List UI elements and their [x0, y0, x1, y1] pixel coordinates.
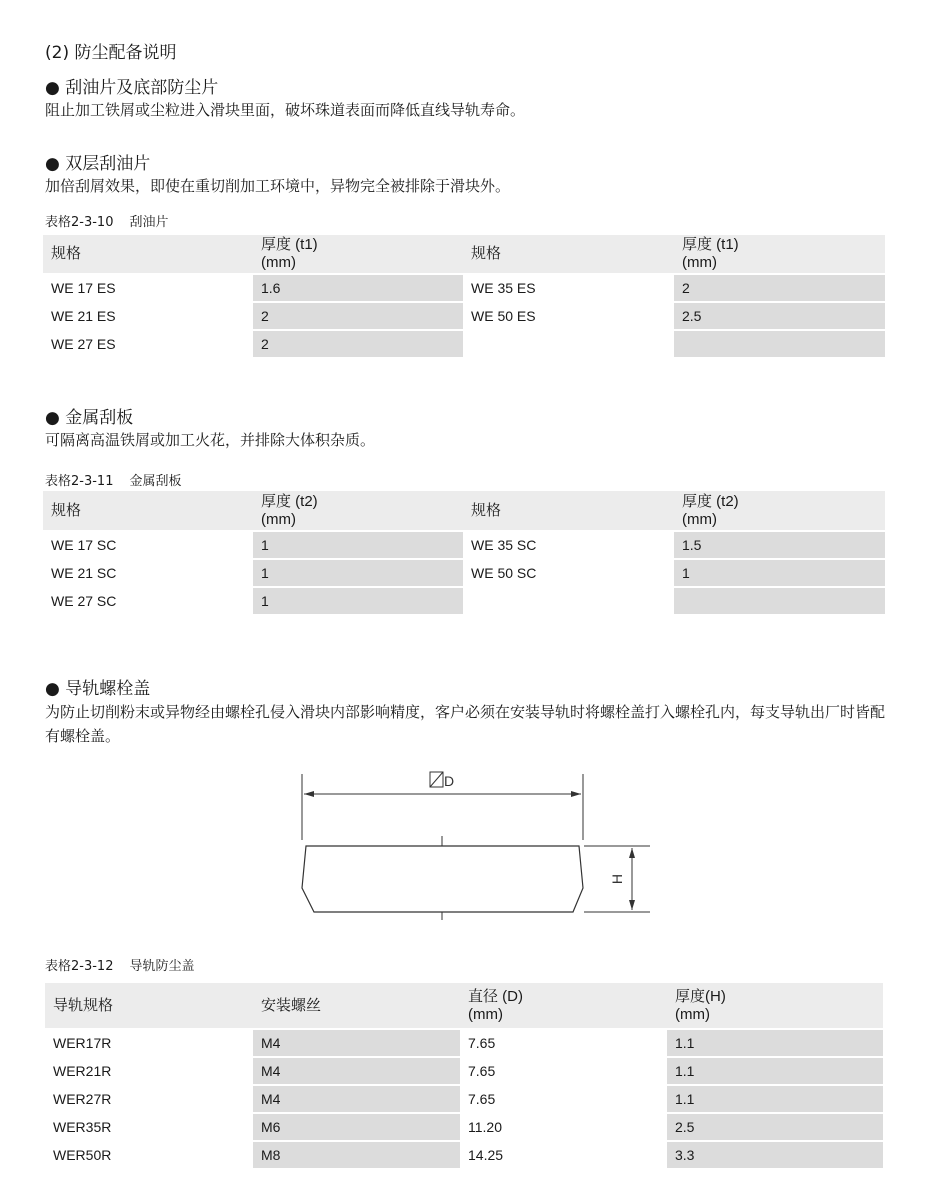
table-row — [45, 1142, 883, 1170]
header-cell-line: 厚度 (t2) — [261, 492, 318, 510]
header-cell — [43, 235, 253, 275]
table-row — [43, 275, 885, 303]
table-cell: WER27R — [45, 1086, 253, 1114]
arrow-right-icon — [571, 791, 581, 797]
table2-caption-no: 表格2-3-11 — [45, 474, 114, 489]
header-cell-line: 安装螺丝 — [261, 996, 322, 1014]
rail-cap-diagram — [280, 762, 660, 927]
table-row — [45, 1086, 883, 1114]
table-header — [45, 983, 883, 1030]
table-cell: 1.6 — [253, 275, 463, 303]
diameter-symbol-slash — [430, 772, 443, 787]
table1-caption — [45, 211, 168, 230]
header-cell-line: 规格 — [51, 245, 82, 262]
table-row — [43, 303, 885, 331]
table3-caption-no: 表格2-3-12 — [45, 959, 114, 974]
header-cell-line: 厚度 (t1) — [261, 236, 318, 253]
table-cell: WER21R — [45, 1058, 253, 1086]
header-cell — [253, 983, 460, 1030]
table-row — [45, 1114, 883, 1142]
cap-body-outline — [302, 846, 583, 912]
table-cell: 1 — [253, 532, 463, 560]
header-cell-line: 规格 — [51, 501, 82, 519]
table-row — [43, 331, 885, 359]
table-cell: WER17R — [45, 1030, 253, 1058]
table-cell: WER35R — [45, 1114, 253, 1142]
header-cell — [674, 491, 885, 532]
scraper-table — [43, 235, 885, 359]
table-cell: 3.3 — [667, 1142, 883, 1170]
table-cell: 1.1 — [667, 1058, 883, 1086]
table-cell: 2.5 — [674, 303, 885, 331]
table-cell: 1 — [674, 560, 885, 588]
table1-caption-title: 刮油片 — [129, 215, 169, 230]
table-cell — [674, 588, 885, 616]
table-cell: WE 35 SC — [463, 532, 674, 560]
height-label: H — [609, 873, 625, 885]
table-cell: WE 21 SC — [43, 560, 253, 588]
header-cell — [460, 983, 667, 1030]
table-cell — [463, 331, 674, 359]
double-wiper-heading: ● 双层刮油片 — [45, 154, 151, 174]
arrow-left-icon — [304, 791, 314, 797]
table-cell: M4 — [253, 1058, 460, 1086]
table-cell: 2.5 — [667, 1114, 883, 1142]
header-cell — [463, 235, 674, 275]
table-cell: WE 35 ES — [463, 275, 674, 303]
table-cell: 2 — [253, 303, 463, 331]
metal-scraper-table — [43, 491, 885, 616]
table1-caption-no: 表格2-3-10 — [45, 215, 114, 230]
table-cell: 14.25 — [460, 1142, 667, 1170]
header-cell-line: 直径 (D) — [468, 987, 523, 1005]
section-title: (2) 防尘配备说明 — [45, 43, 177, 63]
table-cell: 1.1 — [667, 1030, 883, 1058]
header-cell — [667, 983, 883, 1030]
double-wiper-heading-text: 双层刮油片 — [65, 154, 151, 174]
header-cell-line: (mm) — [468, 1005, 503, 1023]
table-cell: M6 — [253, 1114, 460, 1142]
header-cell — [253, 491, 463, 532]
table3-caption — [45, 955, 194, 974]
table-header — [43, 491, 885, 532]
header-cell-line: 厚度 (t2) — [682, 492, 739, 510]
table-cell: WE 17 ES — [43, 275, 253, 303]
table-row — [43, 532, 885, 560]
table-cell: M4 — [253, 1086, 460, 1114]
header-cell — [45, 983, 253, 1030]
table-cell: 7.65 — [460, 1086, 667, 1114]
rail-cap-description: 为防止切削粉末或异物经由螺栓孔侵入滑块内部影响精度，客户必须在安装导轨时将螺栓盖打入螺栓孔内，每支导轨出厂时皆配有螺栓盖。 — [45, 703, 886, 745]
header-cell-line: (mm) — [261, 510, 296, 528]
header-cell — [674, 235, 885, 275]
table-row — [43, 588, 885, 616]
table-cell: 1.5 — [674, 532, 885, 560]
double-wiper-description: 加倍刮屑效果，即使在重切削加工环境中，异物完全被排除于滑块外。 — [45, 177, 511, 195]
header-cell-line: 厚度 (t1) — [682, 236, 739, 253]
table-cell: 2 — [253, 331, 463, 359]
table-cell: WE 17 SC — [43, 532, 253, 560]
rail-cap-heading-text: 导轨螺栓盖 — [65, 679, 151, 699]
header-cell — [253, 235, 463, 275]
rail-cap-heading: ● 导轨螺栓盖 — [45, 679, 151, 699]
table-cell: M4 — [253, 1030, 460, 1058]
table-cell: WE 21 ES — [43, 303, 253, 331]
rail-cap-table — [45, 983, 883, 1170]
arrow-down-icon — [629, 900, 635, 910]
table-row — [43, 560, 885, 588]
wiper-description: 阻止加工铁屑或尘粒进入滑块里面，破坏珠道表面而降低直线导轨寿命。 — [45, 101, 526, 119]
metal-scraper-heading: ● 金属刮板 — [45, 408, 134, 428]
header-cell-line: (mm) — [682, 510, 717, 528]
header-cell — [43, 491, 253, 532]
table2-caption-title: 金属刮板 — [129, 474, 182, 489]
diameter-label: D — [444, 773, 455, 789]
table-cell — [463, 588, 674, 616]
table-cell — [674, 331, 885, 359]
metal-scraper-heading-text: 金属刮板 — [65, 408, 134, 428]
wiper-heading: ● 刮油片及底部防尘片 — [45, 78, 219, 98]
arrow-up-icon — [629, 848, 635, 858]
table-row — [45, 1030, 883, 1058]
table-cell: WE 27 SC — [43, 588, 253, 616]
wiper-heading-text: 刮油片及底部防尘片 — [65, 78, 219, 98]
table-cell: WE 50 SC — [463, 560, 674, 588]
table-cell: 1 — [253, 588, 463, 616]
table-header — [43, 235, 885, 275]
table-cell: 1 — [253, 560, 463, 588]
table-cell: WE 27 ES — [43, 331, 253, 359]
table-cell: 2 — [674, 275, 885, 303]
header-cell-line: 厚度(H) — [675, 987, 726, 1005]
header-cell — [463, 491, 674, 532]
table-cell: 7.65 — [460, 1030, 667, 1058]
header-cell-line: (mm) — [261, 254, 296, 271]
table-row — [45, 1058, 883, 1086]
table-cell: WER50R — [45, 1142, 253, 1170]
table2-caption — [45, 470, 181, 489]
metal-scraper-description: 可隔离高温铁屑或加工火花，并排除大体积杂质。 — [45, 431, 376, 449]
table-cell: 11.20 — [460, 1114, 667, 1142]
table-cell: 1.1 — [667, 1086, 883, 1114]
table3-caption-title: 导轨防尘盖 — [129, 959, 195, 974]
table-cell: 7.65 — [460, 1058, 667, 1086]
header-cell-line: (mm) — [675, 1005, 710, 1023]
header-cell-line: 规格 — [471, 501, 502, 519]
header-cell-line: (mm) — [682, 254, 717, 271]
header-cell-line: 规格 — [471, 245, 502, 262]
header-cell-line: 导轨规格 — [53, 996, 114, 1014]
table-cell: M8 — [253, 1142, 460, 1170]
table-cell: WE 50 ES — [463, 303, 674, 331]
